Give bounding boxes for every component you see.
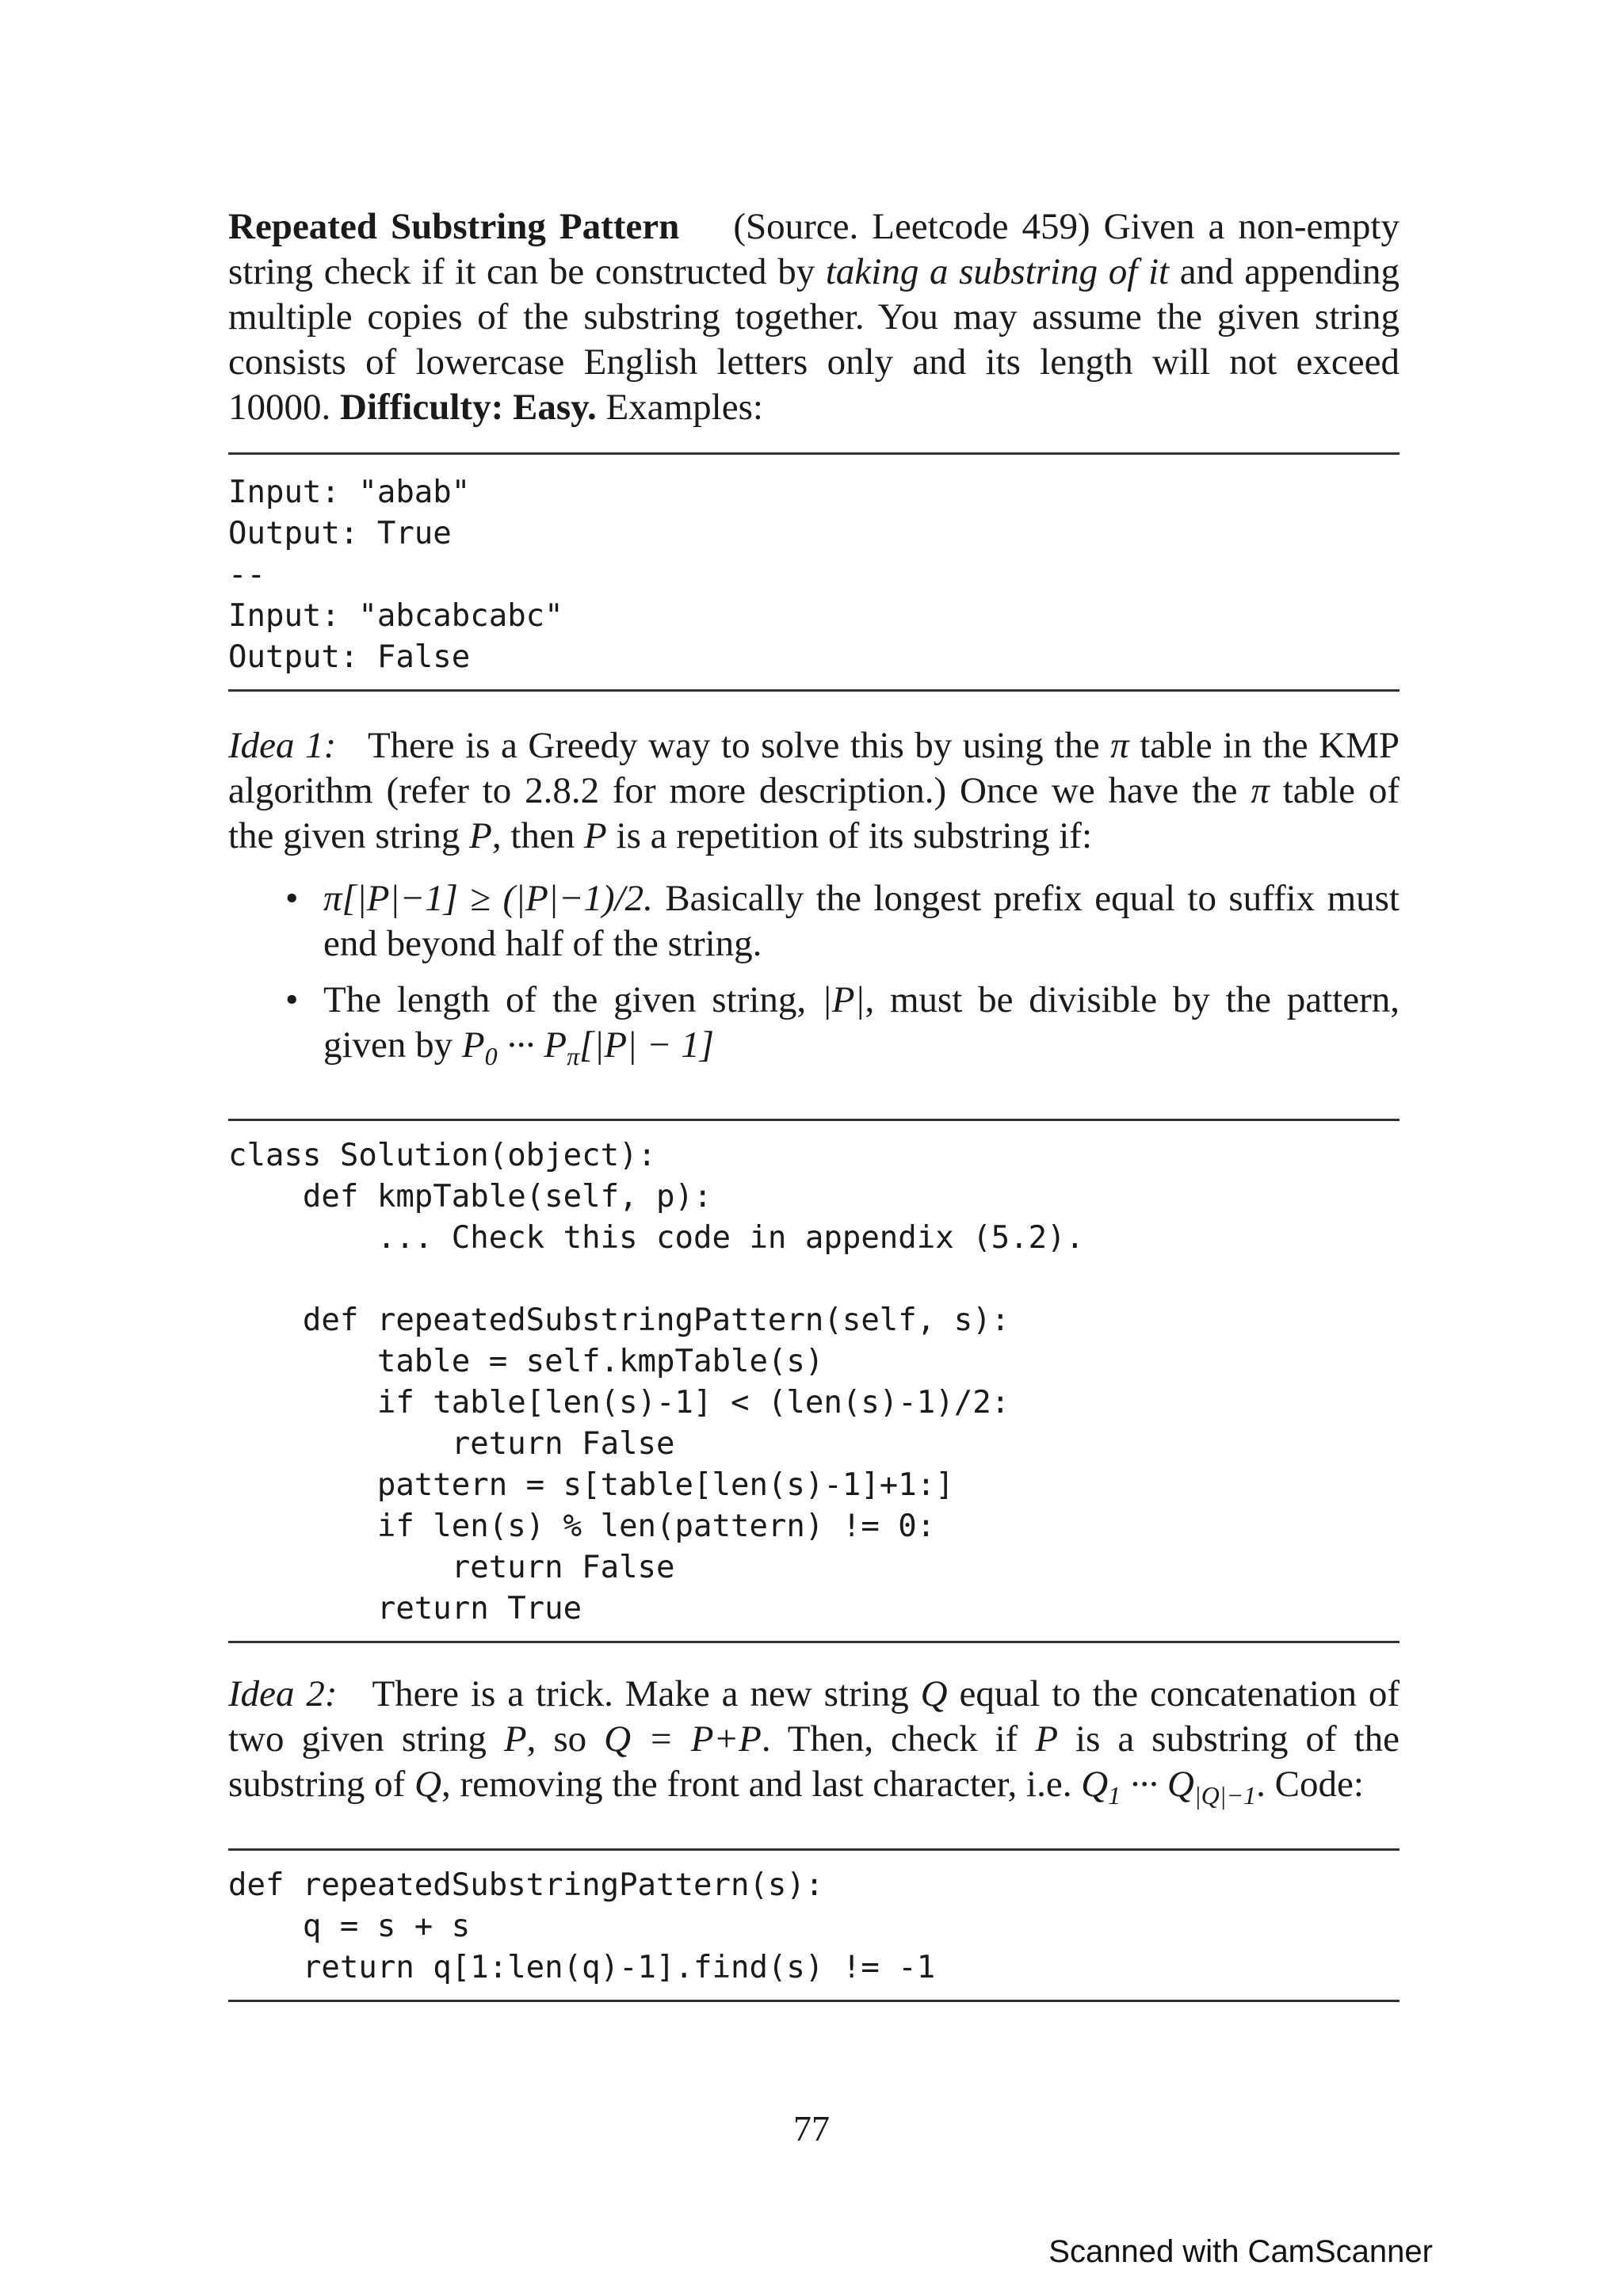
idea2-label: Idea 2: <box>228 1673 338 1714</box>
idea2-q-sub-a: 1 <box>1108 1781 1121 1810</box>
condition-item <box>228 876 1400 967</box>
problem-source: (Source. Leetcode 459) <box>733 206 1090 247</box>
rule-code2-bottom <box>228 2000 1400 2002</box>
condition2-text-b: , must be divisible by the pattern, given by <box>323 979 1400 1066</box>
page-number: 77 <box>793 2108 830 2149</box>
difficulty-label: Difficulty: <box>340 387 504 428</box>
difficulty-value: Easy. <box>512 387 597 428</box>
idea1-p-2: P <box>584 815 607 856</box>
problem-title: Repeated Substring Pattern <box>228 206 680 247</box>
idea2-q-2: Q <box>414 1764 441 1805</box>
idea2-paragraph <box>228 1672 1400 1818</box>
problem-statement <box>228 204 1400 430</box>
problem-desc-italic: taking a substring of it <box>825 251 1170 292</box>
condition2-math-a: |P| <box>821 979 865 1020</box>
trick-solution-code-block: def repeatedSubstringPattern(s): q = s + s return q[1:len(q)-1].find(s) != -1 <box>228 1867 936 1985</box>
idea2-text-c: , so <box>526 1718 587 1760</box>
rule-code1-bottom <box>228 1641 1400 1643</box>
idea1-text-b: table in the KMP algorithm (refer to 2.8.2 for more description.) Once we have the <box>228 725 1400 811</box>
condition2-math-d: [|P| − 1] <box>579 1024 714 1066</box>
examples-label: Examples: <box>605 387 763 428</box>
idea2-text-a: There is a trick. Make a new string <box>372 1673 909 1714</box>
idea1-text-a: There is a Greedy way to solve this by using the <box>367 725 1100 766</box>
condition2-math-b: P <box>461 1024 485 1066</box>
scanner-watermark: Scanned with CamScanner <box>1048 2234 1433 2269</box>
idea2-p-1: P <box>503 1718 527 1760</box>
condition2-math-c: ··· P <box>497 1024 567 1066</box>
idea2-q-math-b: ··· Q <box>1121 1764 1194 1805</box>
problem-desc-a: Given a non-empty string check if it can be constructed by <box>228 206 1400 292</box>
idea2-text-d: . Then, check if <box>761 1718 1018 1760</box>
kmp-solution-code-block: class Solution(object): def kmpTable(self, p): ... Check this code in appendix (5.2). def repeatedSubstringPattern(self, s): table = self.kmpTable(s) if table[len(s)-1] < (len(s)-1)/2: return False pattern = s[table[len(s)-1]+1:] if len(s) % len(pattern) != 0: return False return True <box>228 1138 1085 1627</box>
idea2-text-f: , removing the front and last character, i.e. <box>441 1764 1072 1805</box>
idea1-pi-2: π <box>1251 770 1270 811</box>
idea1-pi-1: π <box>1110 725 1129 766</box>
condition-item <box>228 978 1400 1079</box>
idea2-q-1: Q <box>920 1673 948 1714</box>
condition2-sub-c: π <box>567 1042 580 1070</box>
condition2-text-a: The length of the given string, <box>323 979 807 1020</box>
idea2-p-2: P <box>1035 1718 1059 1760</box>
rule-examples-top <box>228 452 1400 455</box>
idea1-text-d: , then <box>491 815 575 856</box>
idea2-q-sub-b: |Q|−1 <box>1193 1781 1257 1810</box>
idea1-p-1: P <box>469 815 492 856</box>
idea1-text-e: is a repetition of its substring if: <box>616 815 1093 856</box>
condition2-sub-b: 0 <box>484 1042 498 1070</box>
idea2-text-b: equal to the concatenation of two given string <box>228 1673 1400 1760</box>
condition1-text: Basically the longest prefix equal to suffix must end beyond half of the string. <box>323 878 1400 964</box>
idea2-text-e: is a substring of the substring of <box>228 1718 1400 1805</box>
examples-code-block: Input: "abab" Output: True -- Input: "abcabcabc" Output: False <box>228 475 563 675</box>
problem-desc-b: and appending multiple copies of the substring together. You may assume the given string consists of lowercase English letters only and its length will not exceed 10000. <box>228 251 1400 428</box>
rule-code2-top <box>228 1848 1400 1851</box>
rule-examples-bottom <box>228 689 1400 692</box>
rule-code1-top <box>228 1119 1400 1121</box>
idea2-equation: Q = P+P <box>604 1718 762 1760</box>
idea1-text-c: table of the given string <box>228 770 1400 856</box>
idea1-conditions-list <box>228 876 1400 1079</box>
condition1-math: π[|P|−1] ≥ (|P|−1)/2. <box>323 878 653 919</box>
bullet-dot-icon: • <box>285 878 299 919</box>
idea2-text-g: . Code: <box>1256 1764 1364 1805</box>
idea2-q-math-a: Q <box>1081 1764 1109 1805</box>
bullet-dot-icon: • <box>285 979 299 1020</box>
page-content <box>228 204 1400 2002</box>
idea1-paragraph <box>228 723 1400 859</box>
idea1-label: Idea 1: <box>228 725 337 766</box>
